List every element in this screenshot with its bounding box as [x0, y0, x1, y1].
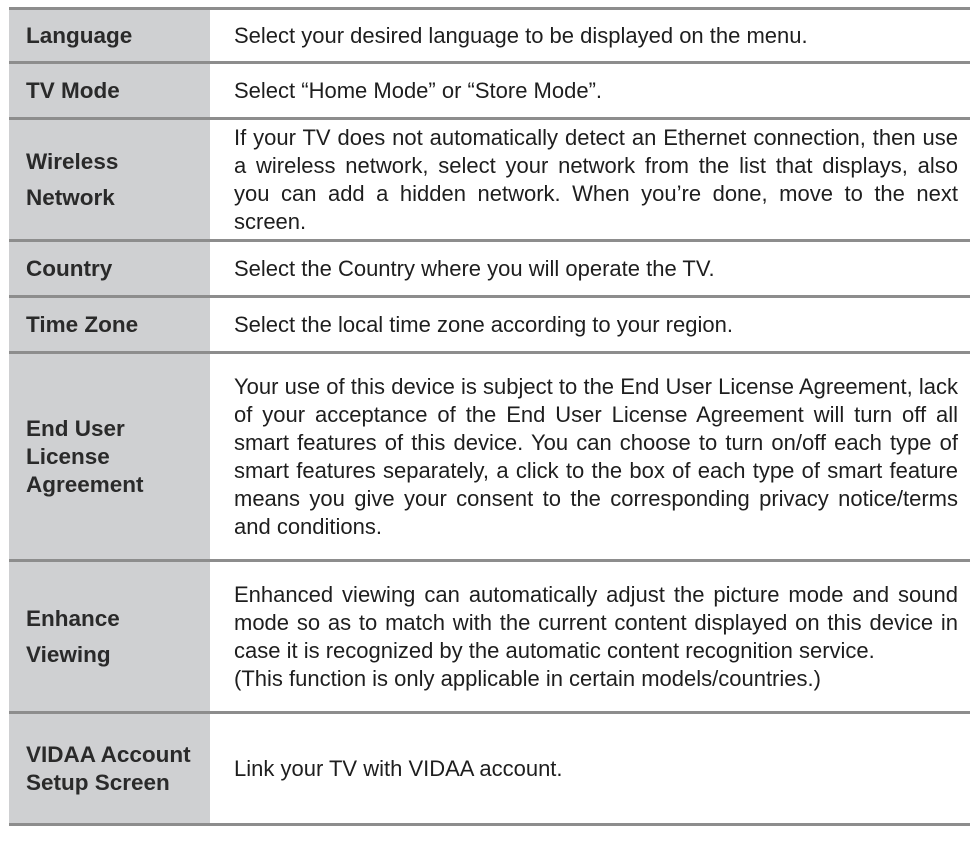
table-row	[9, 63, 970, 119]
table-row	[9, 561, 970, 713]
description-text: Enhanced viewing can automatically adjust the picture mode and sound mode so as to match with the current content displayed on this device in case it is recognized by the automatic content recognition service.	[234, 581, 958, 663]
table-row	[9, 297, 970, 353]
row-description	[210, 561, 970, 713]
table-row	[9, 119, 970, 241]
description-note: (This function is only applicable in certain models/countries.)	[234, 665, 821, 691]
row-label: TV Mode	[9, 63, 210, 119]
table-row	[9, 713, 970, 825]
row-description: Select your desired language to be displayed on the menu.	[210, 9, 970, 63]
table-row	[9, 353, 970, 561]
settings-table	[9, 7, 970, 826]
row-description: Your use of this device is subject to the End User License Agreement, lack of your acceptance of the End User License Agreement will turn off all smart features of this device. You can choose to turn on/off each type of smart features separately, a click to the box of each type of smart feature means you give your consent to the corresponding privacy notice/terms and conditions.	[210, 353, 970, 561]
row-description: Select the Country where you will operate the TV.	[210, 241, 970, 297]
row-label: Language	[9, 9, 210, 63]
table-row	[9, 9, 970, 63]
row-description: Select the local time zone according to your region.	[210, 297, 970, 353]
row-description: Select “Home Mode” or “Store Mode”.	[210, 63, 970, 119]
row-label: Enhance Viewing	[9, 561, 210, 713]
table-row	[9, 241, 970, 297]
row-label: Country	[9, 241, 210, 297]
row-description: If your TV does not automatically detect an Ethernet connection, then use a wireless network, select your network from the list that displays, also you can add a hidden network. When you’re done, move to the next screen.	[210, 119, 970, 241]
row-label: VIDAA Account Setup Screen	[9, 713, 210, 825]
row-description: Link your TV with VIDAA account.	[210, 713, 970, 825]
row-label: End User License Agreement	[9, 353, 210, 561]
row-label: Time Zone	[9, 297, 210, 353]
row-label: Wireless Network	[9, 119, 210, 241]
